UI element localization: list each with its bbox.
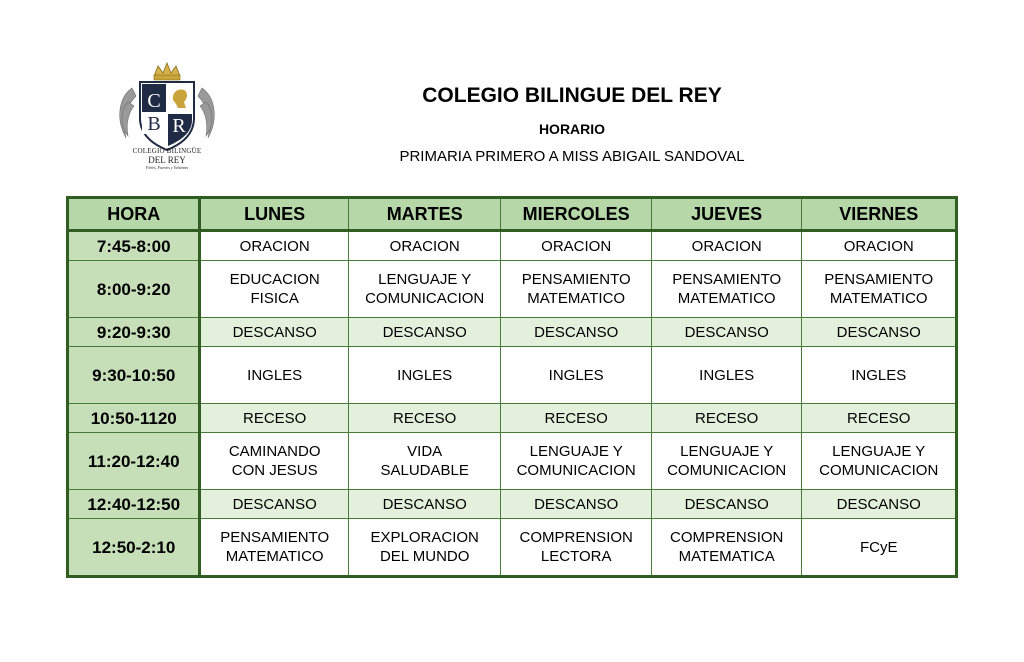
cell-line: DEL MUNDO [379,548,470,565]
schedule-table [66,196,958,578]
schedule-cell: INGLES [348,347,501,404]
cell-line: EXPLORACION [370,529,479,546]
schedule-cell: RECESO [802,404,957,433]
schedule-cell [200,261,349,318]
cell-line: COMPRENSION [670,529,784,546]
cell-line: COMUNICACION [667,462,787,479]
schedule-cell [200,433,349,490]
schedule-cell [348,519,501,577]
schedule-cell [651,519,802,577]
schedule-cell [200,519,349,577]
cell-line: LENGUAJE Y [529,443,623,460]
cell-line: FISICA [250,290,299,307]
schedule-cell: DESCANSO [348,318,501,347]
schedule-cell: RECESO [651,404,802,433]
schedule-cell [651,261,802,318]
cell-line: SALUDABLE [380,462,469,479]
class-info: PRIMARIA PRIMERO A MISS ABIGAIL SANDOVAL [399,148,745,165]
schedule-cell: INGLES [200,347,349,404]
schedule-cell: DESCANSO [651,318,802,347]
header-lunes: LUNES [200,198,349,231]
cell-line: PENSAMIENTO [824,271,934,288]
schedule-cell: ORACION [348,231,501,261]
cell-line: LENGUAJE Y [680,443,774,460]
schedule-cell [348,433,501,490]
time-slot: 9:20-9:30 [68,318,200,347]
schedule-cell [501,519,652,577]
table-row [68,490,957,519]
schedule-cell [501,261,652,318]
table-row [68,261,957,318]
schedule-cell: DESCANSO [651,490,802,519]
cell-line: PENSAMIENTO [220,529,330,546]
time-slot: 12:40-12:50 [68,490,200,519]
schedule-cell: RECESO [348,404,501,433]
table-row [68,347,957,404]
schedule-cell: ORACION [501,231,652,261]
cell-line: MATEMATICO [527,290,626,307]
time-slot: 11:20-12:40 [68,433,200,490]
crown-icon [154,63,180,80]
table-row [68,318,957,347]
logo-letter-b: B [147,113,161,135]
table-header-row [68,198,957,231]
cell-line: LECTORA [540,548,612,565]
header-jueves: JUEVES [651,198,802,231]
cell-line: COMUNICACION [819,462,939,479]
schedule-cell: INGLES [501,347,652,404]
schedule-cell: INGLES [651,347,802,404]
schedule-cell: RECESO [501,404,652,433]
table-row [68,404,957,433]
cell-line: PENSAMIENTO [521,271,631,288]
document-subtitle: HORARIO [538,121,606,137]
logo-letter-r: R [172,115,186,137]
logo-caption-line2: DEL REY [148,155,186,165]
schedule-cell: ORACION [651,231,802,261]
schedule-cell: ORACION [200,231,349,261]
header-viernes: VIERNES [802,198,957,231]
cell-line: CON JESUS [231,462,318,479]
schedule-cell: DESCANSO [501,490,652,519]
schedule-cell: DESCANSO [200,318,349,347]
table-row [68,433,957,490]
schedule-cell [651,433,802,490]
cell-line: MATEMATICO [829,290,928,307]
schedule-cell [802,261,957,318]
schedule-cell: DESCANSO [802,318,957,347]
time-slot: 12:50-2:10 [68,519,200,577]
schedule-cell [802,433,957,490]
cell-line: EDUCACION [229,271,320,288]
school-title: COLEGIO BILINGUE DEL REY [422,84,722,107]
schedule-cell: RECESO [200,404,349,433]
logo-caption-line1: COLEGIO BILINGÜE [132,147,202,155]
cell-line: CAMINANDO [228,443,321,460]
schedule-cell: INGLES [802,347,957,404]
schedule-body [68,231,957,577]
schedule-cell: FCyE [802,519,957,577]
header-martes: MARTES [348,198,501,231]
cell-line: MATEMATICA [678,548,775,565]
table-row [68,519,957,577]
schedule-cell [501,433,652,490]
cell-line: VIDA [407,443,443,460]
time-slot: 8:00-9:20 [68,261,200,318]
schedule-cell: DESCANSO [802,490,957,519]
schedule-cell: DESCANSO [501,318,652,347]
cell-line: COMUNICACION [516,462,636,479]
header-hora: HORA [68,198,200,231]
schedule-cell: ORACION [802,231,957,261]
time-slot: 7:45-8:00 [68,231,200,261]
cell-line: COMUNICACION [365,290,485,307]
time-slot: 9:30-10:50 [68,347,200,404]
cell-line: PENSAMIENTO [672,271,782,288]
header-miercoles: MIERCOLES [501,198,652,231]
schedule-cell: DESCANSO [200,490,349,519]
time-slot: 10:50-1120 [68,404,200,433]
logo-caption [112,148,222,170]
cell-line: MATEMATICO [677,290,776,307]
table-row [68,231,957,261]
logo-letter-c: C [147,90,161,112]
cell-line: LENGUAJE Y [832,443,926,460]
cell-line: MATEMATICO [225,548,324,565]
schedule-cell: DESCANSO [348,490,501,519]
schedule-cell [348,261,501,318]
cell-line: COMPRENSION [519,529,633,546]
cell-line: LENGUAJE Y [378,271,472,288]
logo-motto: Fieles, Fuertes y Valientes [145,165,189,170]
